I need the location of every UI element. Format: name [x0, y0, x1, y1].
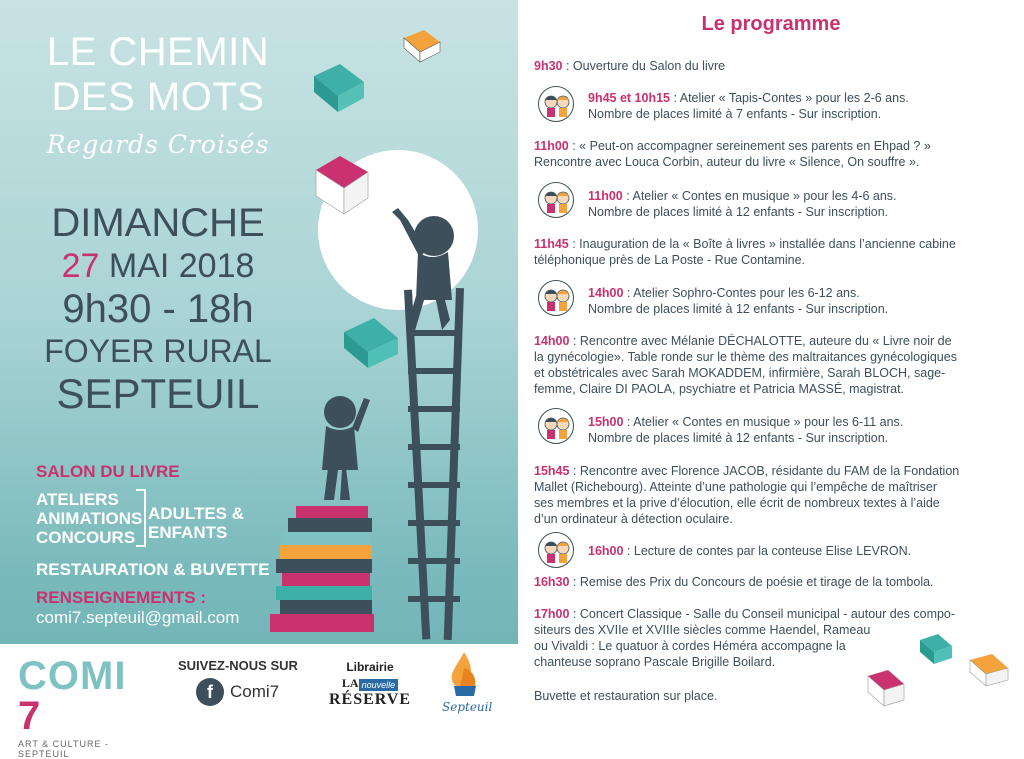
entry-text: : Inauguration de la « Boîte à livres » installée dans l’ancienne cabine — [568, 237, 956, 251]
entry-text: : Concert Classique - Salle du Conseil municipal - autour des compo- — [569, 607, 956, 621]
title-line-2: DES MOTS — [51, 75, 265, 119]
entry-text: : Atelier « Contes en musique » pour les 6-11 ans. — [623, 415, 904, 429]
program-entry — [534, 463, 1012, 527]
entry-text-line: Nombre de places limité à 12 enfants - Sur inscription. — [588, 205, 889, 219]
entry-text: : Remise des Prix du Concours de poésie et tirage de la tombola. — [569, 575, 934, 589]
program-entry — [588, 285, 888, 317]
ladder-shape — [404, 288, 464, 640]
program-entry — [588, 90, 909, 122]
held-book-icon — [344, 318, 398, 368]
follow-us-block — [178, 658, 318, 706]
audience-item: ENFANTS — [148, 523, 228, 542]
entry-time: 16h00 — [588, 544, 624, 558]
kids-workshop-icon — [538, 86, 574, 122]
entry-time: 15h00 — [588, 415, 624, 429]
entry-text-line: femme, Claire DI PAOLA, psychiatre et Patricia MASSÉ, magistrat. — [534, 382, 905, 396]
follow-label: SUIVEZ-NOUS SUR — [178, 658, 298, 673]
program-entry — [588, 543, 911, 559]
entry-text-line: la gynécologie». Table ronde sur le thème des maltraitances gynécologiques — [534, 350, 957, 364]
librairie-logo — [326, 660, 414, 709]
program-panel — [518, 0, 1024, 724]
entry-text-line: Mallet (Richebourg). Atteinte d’une pathologie qui l’empêche de maîtriser — [534, 480, 938, 494]
entry-time: 15h45 — [534, 464, 570, 478]
activities-list — [36, 490, 142, 547]
program-title: Le programme — [701, 13, 841, 35]
entry-time: 11h00 — [534, 139, 569, 153]
comi7-logo — [18, 654, 158, 759]
septeuil-emblem-icon — [440, 648, 490, 700]
entry-text: : « Peut-on accompagner sereinement ses parents en Ehpad ? » — [568, 139, 931, 153]
kids-workshop-icon — [538, 532, 574, 568]
entry-time: 14h00 — [534, 334, 570, 348]
activity-item: ATELIERS — [36, 490, 119, 509]
librairie-la: LA — [341, 676, 359, 690]
activity-item: CONCOURS — [36, 528, 136, 547]
activity-item: ANIMATIONS — [36, 509, 143, 528]
entry-text-line: chanteuse soprano Pascale Brigille Boilard. — [534, 655, 776, 669]
septeuil-logo — [440, 648, 493, 720]
entry-text: : Ouverture du Salon du livre — [562, 59, 726, 73]
poster-subtitle: Regards Croisés — [46, 130, 270, 159]
entry-time: 14h00 — [588, 286, 624, 300]
program-entry — [534, 333, 1012, 397]
book-stack-icon — [270, 506, 374, 632]
entry-text: Buvette et restauration sur place. — [534, 689, 718, 703]
facebook-icon: f — [196, 678, 224, 706]
entry-time: 11h45 — [534, 237, 569, 251]
event-town: SEPTEUIL — [56, 370, 260, 417]
comi-logo-number: 7 — [18, 694, 42, 738]
entry-text: : Rencontre avec Florence JACOB, résidante du FAM de la Fondation — [569, 464, 960, 478]
comi-logo-text: COMI — [18, 654, 127, 698]
restauration-line: RESTAURATION & BUVETTE — [36, 560, 270, 579]
salon-heading: SALON DU LIVRE — [36, 462, 180, 481]
facebook-page-name: Comi7 — [230, 682, 280, 701]
contact-email[interactable]: comi7.septeuil@gmail.com — [36, 608, 240, 627]
small-child-silhouette — [322, 396, 370, 500]
entry-time: 16h30 — [534, 575, 570, 589]
entry-text-line: ou Vivaldi : Le quatuor à cordes Héméra accompagne la — [534, 639, 846, 653]
program-entry — [534, 236, 956, 268]
entry-text-line: d’un ordinateur à détection oculaire. — [534, 512, 733, 526]
info-label: RENSEIGNEMENTS : — [36, 588, 207, 607]
program-entry — [534, 574, 934, 590]
poster-title — [28, 30, 288, 120]
audience-item: ADULTES & — [148, 504, 245, 523]
septeuil-wordmark: Septeuil — [442, 700, 493, 714]
kids-workshop-icon — [538, 280, 574, 316]
program-entry — [588, 414, 903, 446]
event-date-number: 27 — [61, 247, 100, 285]
entry-text-line: Nombre de places limité à 12 enfants - Sur inscription. — [588, 431, 889, 445]
event-date-month-year: MAI 2018 — [99, 247, 255, 285]
flying-book-teal-icon — [314, 64, 364, 112]
entry-text: : Atelier « Contes en musique » pour les 4-6 ans. — [622, 189, 897, 203]
event-day: DIMANCHE — [51, 201, 265, 245]
entry-text: : Atelier Sophro-Contes pour les 6-12 ans. — [623, 286, 860, 300]
facebook-link[interactable] — [196, 678, 318, 706]
event-details — [28, 200, 288, 418]
kids-workshop-icon — [538, 408, 574, 444]
program-entry — [534, 138, 931, 170]
entry-text-line: siteurs des XVIIe et XVIIIe siècles comme Haendel, Rameau — [534, 623, 871, 637]
entry-text-line: et obstétricales avec Sarah MOKADDEM, infirmière, Sarah BLOCH, sage- — [534, 366, 946, 380]
librairie-reserve: RÉSERVE — [328, 691, 411, 708]
entry-time: 11h00 — [588, 189, 623, 203]
entry-text: : Rencontre avec Mélanie DÉCHALOTTE, auteure du « Livre noir de — [569, 334, 952, 348]
entry-text-line: téléphonique près de La Poste - Rue Contamine. — [534, 253, 806, 267]
entry-text: : Lecture de contes par la conteuse Elise LEVRON. — [623, 544, 912, 558]
entry-time: 9h45 et 10h15 — [588, 91, 670, 105]
title-line-1: LE CHEMIN — [46, 30, 270, 74]
entry-text-line: Rencontre avec Louca Corbin, auteur du livre « Silence, On souffre ». — [534, 155, 920, 169]
bracket-divider — [136, 489, 146, 547]
flying-book-icon — [404, 30, 440, 62]
program-entry — [534, 688, 717, 704]
librairie-nouvelle: nouvelle — [359, 679, 399, 691]
kids-workshop-icon — [538, 182, 574, 218]
event-date — [28, 246, 288, 286]
audience-list — [148, 504, 244, 542]
entry-time: 17h00 — [534, 607, 570, 621]
decorative-books-icon — [860, 630, 1010, 720]
event-hours: 9h30 - 18h — [62, 287, 254, 331]
entry-text: : Atelier « Tapis-Contes » pour les 2-6 ans. — [670, 91, 909, 105]
entry-text-line: ses membres et la prive d’élocution, elle écrit de nombreux textes à l’aide — [534, 496, 940, 510]
entry-time: 9h30 — [534, 59, 563, 73]
program-entry — [588, 188, 897, 220]
event-place: FOYER RURAL — [44, 333, 272, 369]
entry-text-line: Nombre de places limité à 12 enfants - Sur inscription. — [588, 302, 889, 316]
comi-tagline: ART & CULTURE - SEPTEUIL — [18, 739, 110, 759]
entry-text-line: Nombre de places limité à 7 enfants - Sur inscription. — [588, 107, 882, 121]
program-entry — [534, 58, 725, 74]
librairie-label: Librairie — [346, 660, 394, 674]
